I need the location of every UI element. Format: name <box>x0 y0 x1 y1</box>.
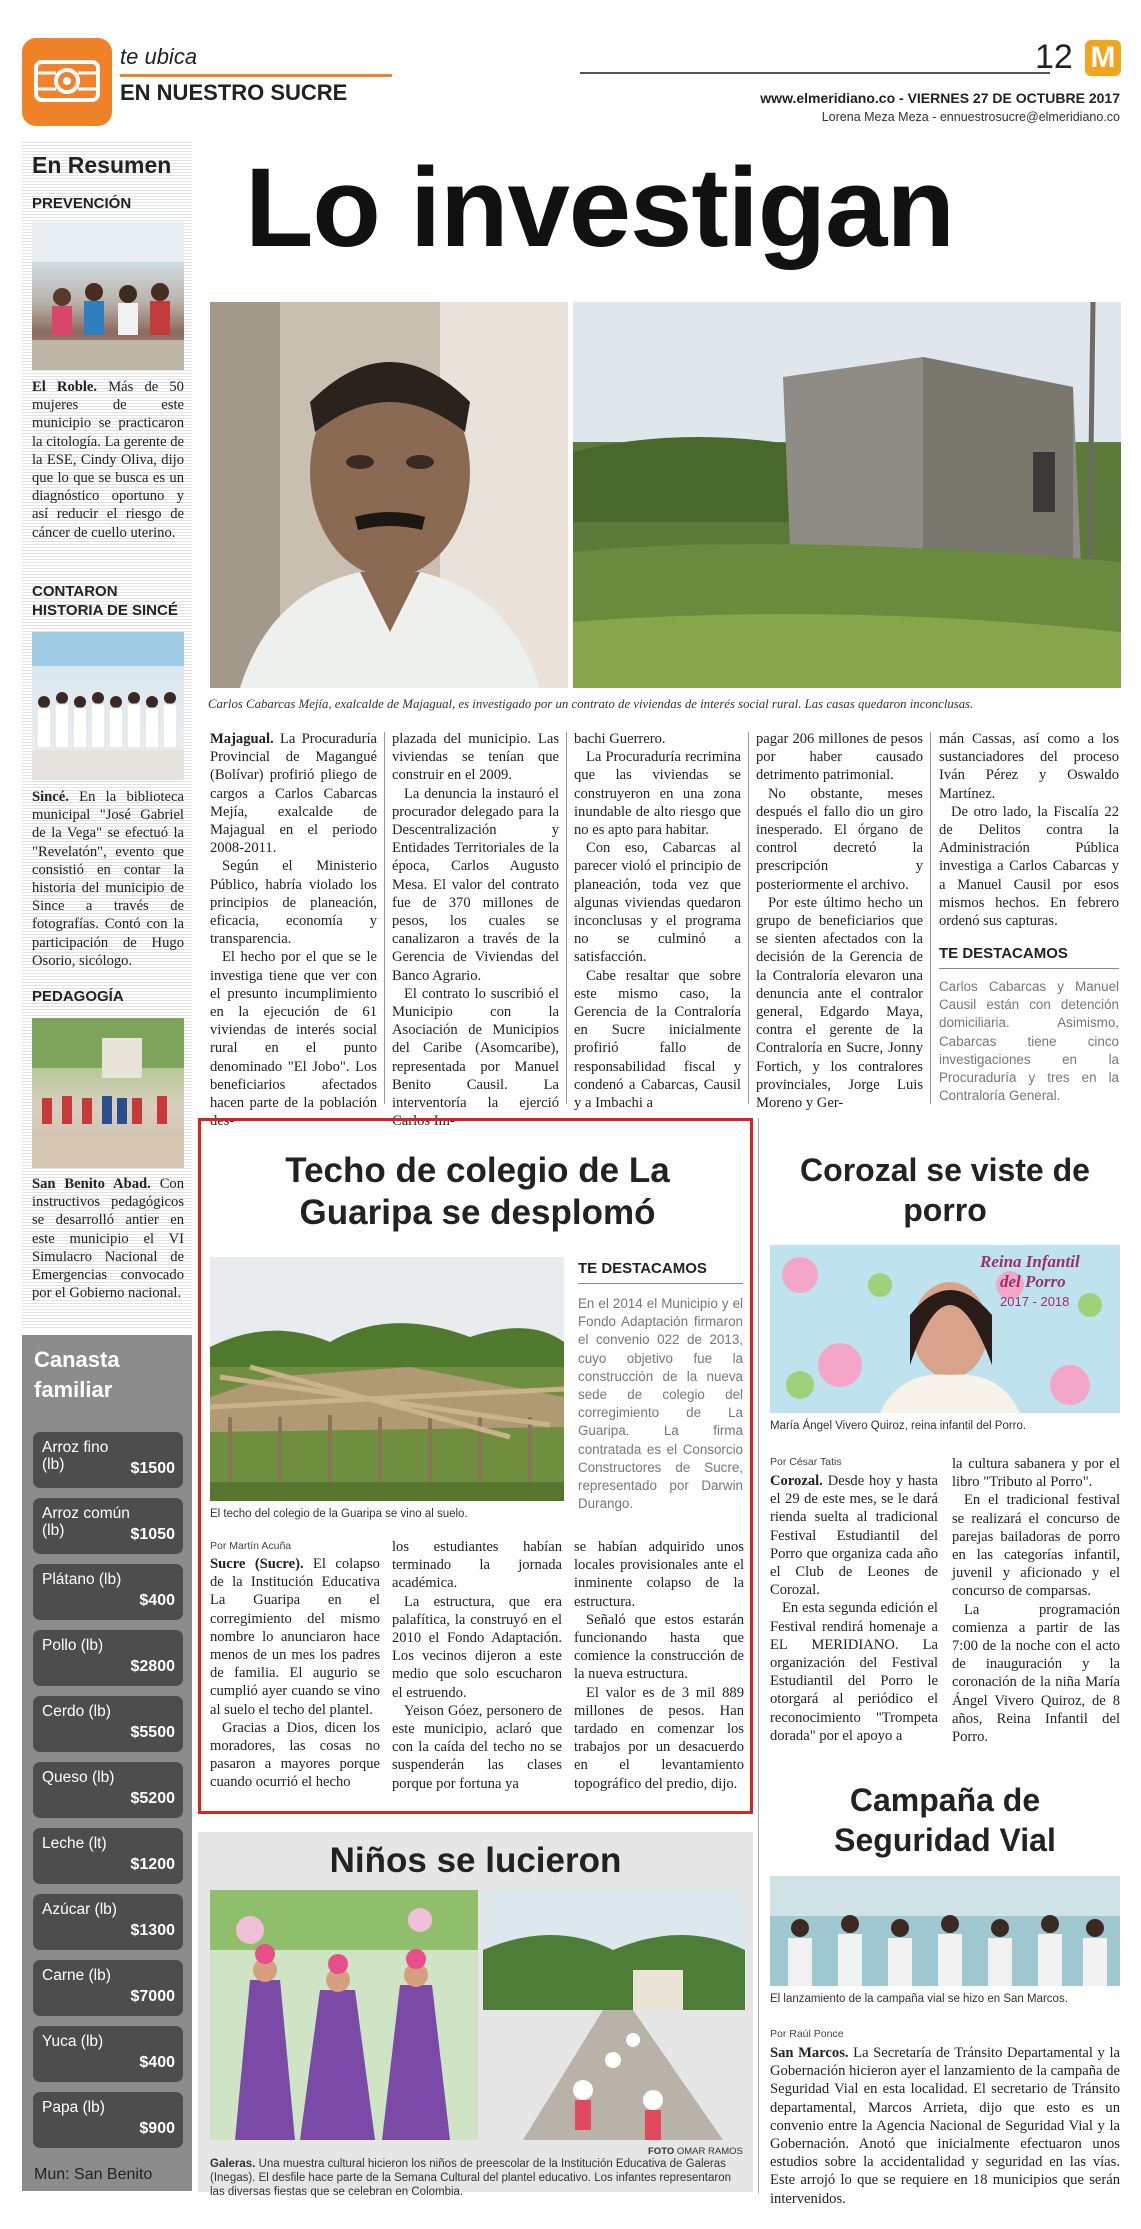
techo-photo-caption: El techo del colegio de la Guaripa se vino al suelo. <box>210 1508 468 1520</box>
seguridad-byline: Por Raúl Ponce <box>770 2028 844 2040</box>
price-item-value: $5200 <box>130 1790 175 1807</box>
section-label-small: te ubica <box>120 44 198 69</box>
price-item <box>33 2092 183 2148</box>
photo-banner-1: Reina Infantil <box>980 1252 1080 1271</box>
sidebar-body-2: En la biblioteca municipal "José Gabriel de la Vega" se efectuó la "Revelatón", evento que consistió en contar la historia del municipio de Since a través de fotografías. Contó con la participación de Hugo Osorio, sicólogo. <box>32 789 184 969</box>
price-item <box>33 1498 183 1554</box>
sidebar-heading-2: CONTARON HISTORIA DE SINCÉ <box>32 583 178 619</box>
main-col-2: plazada del municipio. Las viviendas se tenían que construir en el 2009. La denuncia la instauró el procurador delegado para la Descentralización y Entidades Territoriales de la época, Carlos Augusto Mesa. El valor del contrato fue de 370 millones de pesos, los cuales se canalizaron a través de la Gerencia de Viviendas del Banco Agrario. El contrato lo suscribió el Municipio con la Asociación de Municipios del Caribe (Asomcaribe), representada por Manuel Benito Causil. La interventoría la ejerció Carlos Im- <box>392 731 559 1130</box>
price-item-value: $2800 <box>130 1658 175 1675</box>
price-item-name: Arroz común (lb) <box>42 1505 130 1539</box>
corozal-col-1: Corozal. Desde hoy y hasta el 29 de este mes, se le dará rienda suelta al tradicional Festival Estudiantil del Porro que organiza cada año el Club de Leones de Corozal. En esta segunda edición el Festival rendirá homenaje a EL MERIDIANO. La organización del Festival Estudiantil del Porro le otorgará al periódico el reconocimiento "Trompeta dorada" por el apoyo a <box>770 1473 938 1744</box>
destacamos-rule <box>939 968 1119 969</box>
sidebar-body-1: Más de 50 mujeres de este municipio se practicaron la citología. La gerente de la ESE, Cindy Oliva, dijo que lo que se busca es un diagnóstico oportuno y así reducir el riesgo de cáncer de cuello uterino. <box>32 379 184 541</box>
photo-banner-3: 2017 - 2018 <box>1000 1294 1070 1309</box>
main-col-3: bachi Guerrero. La Procuraduría recrimina que las viviendas se construyeron en una zona inundable de alto riesgo que no es apto para habitar. Con eso, Cabarcas al parecer violó el principio de planeación, toda vez que algunas viviendas quedaron inconclusas y el programa no se culminó a satisfacción. Cabe resaltar que sobre este mismo caso, la Gerencia de la Contraloría en Sucre inicialmente profirió fallo de responsabilidad fiscal y condenó a Cabarcas, Causil y a Imbachi a <box>574 731 741 1112</box>
canasta-footer: Mun: San Benito <box>34 2166 153 2183</box>
price-item-name: Pollo (lb) <box>42 1637 104 1654</box>
sidebar-heading-1: PREVENCIÓN <box>32 195 132 212</box>
price-item <box>33 1894 183 1950</box>
logo-letter: M <box>1090 41 1116 74</box>
main-destacamos-text: Carlos Cabarcas y Manuel Causil están con detención domiciliaria. Asimismo, Cabarcas tiene cinco investigaciones en la Procuraduría y tres en la Contraloría General. <box>939 979 1119 1104</box>
photo-ninos-2 <box>483 1890 745 2140</box>
price-item-value: $900 <box>139 2120 175 2137</box>
photo-ninos-1 <box>210 1890 478 2140</box>
price-item-value: $1200 <box>130 1856 175 1873</box>
section-logo <box>22 38 112 126</box>
corozal-col-2: la cultura sabanera y por el libro "Tributo al Porro". En el tradicional festival se realizará el concurso de parejas bailadoras de porro en las categorías infantil, juvenil y aficionado y el concurso de comparsas. La programación comienza a partir de las 7:00 de la noche con el acto de inauguración y la coronación de la niña María Ángel Vivero Quiroz, de 8 años, Reina Infantil del Porro. <box>952 1456 1120 1746</box>
destacamos-rule <box>578 1283 743 1284</box>
photo-credit-name: OMAR RAMOS <box>676 2146 743 2157</box>
price-item <box>33 1762 183 1818</box>
price-item-name: Queso (lb) <box>42 1769 115 1786</box>
photo-credit <box>648 2146 743 2157</box>
vertical-rule <box>758 1118 759 2193</box>
col-rule <box>930 732 931 1104</box>
site-date: www.elmeridiano.co - VIERNES 27 DE OCTUBRE 2017 <box>760 90 1120 106</box>
price-item-name: Carne (lb) <box>42 1967 111 1984</box>
sidebar-place-3: San Benito Abad. <box>32 1176 151 1192</box>
price-item <box>33 1960 183 2016</box>
header-rule <box>580 72 1050 74</box>
price-item-name: Plátano (lb) <box>42 1571 122 1588</box>
section-label-big: EN NUESTRO SUCRE <box>120 80 348 105</box>
techo-destacamos-text: En el 2014 el Municipio y el Fondo Adaptación firmaron el convenio 022 de 2013, cuyo objetivo fue la construcción de la nueva sede de colegio del corregimiento de La Guaripa. La firma contratada es el Consorcio Constructores de Sucre, representado por Darwin Durango. <box>578 1296 743 1512</box>
sidebar-text-3 <box>32 1175 184 1302</box>
col-rule <box>566 732 567 1104</box>
sidebar-text-1 <box>32 378 184 542</box>
price-item-value: $7000 <box>130 1988 175 2005</box>
price-item <box>33 2026 183 2082</box>
seguridad-text: San Marcos. La Secretaría de Tránsito Departamental y la Gobernación hicieron ayer el lanzamiento de la campaña de Seguridad Vial en esta localidad. El secretario de Tránsito departamental, Marcos Arrieta, dijo que esto es un convenio entre la Agencia Nacional de Seguridad Vial y la Gobernación. Anotó que inicialmente efectuaron unos estudios sobre la accidentalidad y seguridad en las vías. Este arrojó lo que se requiere en 18 municipios que serán intervenidos. <box>770 2045 1120 2207</box>
sidebar-body-3: Con instructivos pedagógicos se desarrolló antier en este municipio el VI Simulacro Nacional de Emergencias convocado por el Gobierno nacional. <box>32 1176 185 1302</box>
author-line: Lorena Meza Meza - ennuestrosucre@elmeridiano.co <box>821 110 1120 124</box>
price-item <box>33 1564 183 1620</box>
page-number: 12 <box>1035 38 1073 76</box>
section-underline <box>120 74 392 77</box>
main-col-4: pagar 206 millones de pesos por haber causado detrimento patrimonial. No obstante, meses después el fallo dio un giro inesperado. El órgano de control decretó la prescripción y posteriormente el archivo. Por este último hecho un grupo de beneficiarios que se sienten afectados con la decisión de la Gerencia de la Contraloría elevaron una denuncia ante el contralor general, Edgardo Maya, contra el gerente de la Contraloría en Sucre, Jonny Fortich, y los contralores provinciales, Jorge Luis Moreno y Ger- <box>756 731 923 1112</box>
main-headline: Lo investigan <box>245 145 954 270</box>
ninos-caption-place: Galeras. <box>210 2158 256 2170</box>
price-item <box>33 1432 183 1488</box>
techo-headline: Techo de colegio de La Guaripa se desplomó <box>285 1151 670 1232</box>
sidebar-heading-3: PEDAGOGÍA <box>32 988 124 1005</box>
col-rule <box>748 732 749 1104</box>
techo-col-2: los estudiantes habían terminado la jornada académica. La estructura, que era palafítica, la construyó en el 2010 el Fondo Adaptación. Los vecinos dijeron a este medio que solo escucharon el estruendo. Yeison Góez, personero de este municipio, aclaró que con la caída del techo no se suspenderán las clases porque por fortuna ya <box>392 1539 562 1792</box>
techo-col-1: Sucre (Sucre). El colapso de la Institución Educativa La Guaripa en el corregimiento del mismo nombre lo anunciaron hace menos de un mes los padres de familia. El augurio se cumplió ayer cuando se vino al suelo el techo del plantel. Gracias a Dios, dicen los moradores, las cosas no pasaron a mayores porque cuando ocurrió el hecho <box>210 1556 380 1791</box>
photo-credit-label: FOTO <box>648 2146 675 2157</box>
ninos-caption <box>210 2157 745 2199</box>
photo-carlos-cabarcas <box>210 302 568 688</box>
main-col-5: mán Cassas, así como a los sustanciadores del proceso Iván Pérez y Oswaldo Martínez. De otro lado, la Fiscalía 22 de Delitos contra la Administración Pública investiga a Carlos Cabarcas y a Manuel Causil por esos mismos hechos. En febrero ordenó sus capturas. <box>939 731 1119 930</box>
photo-banner-2: del Porro <box>1000 1272 1066 1291</box>
sidebar-title: En Resumen <box>32 152 172 178</box>
ninos-caption-text: Una muestra cultural hicieron los niños de preescolar de la Institución Educativa de Galeras (Inegas). El desfile hace parte de la Semana Cultural del plantel educativo. Los infantes representaron las diversas fiestas que se celebran en Colombia. <box>210 2158 732 2198</box>
sidebar-photo-pedagogia <box>32 1018 184 1168</box>
photo-seguridad-vial <box>770 1876 1120 1986</box>
price-item-name: Arroz fino (lb) <box>42 1439 109 1473</box>
techo-destacamos-title: TE DESTACAMOS <box>578 1260 707 1277</box>
canasta-title: Canasta familiar <box>34 1347 120 1402</box>
price-item-value: $1300 <box>130 1922 175 1939</box>
col-rule <box>384 732 385 1104</box>
main-photo-caption: Carlos Cabarcas Mejía, exalcalde de Majagual, es investigado por un contrato de viviendas de interés social rural. Las casas quedaron inconclusas. <box>208 697 974 711</box>
price-item <box>33 1696 183 1752</box>
photo-abandoned-house <box>573 302 1121 688</box>
sidebar-place-1: El Roble. <box>32 379 98 395</box>
price-item-name: Azúcar (lb) <box>42 1901 117 1918</box>
corozal-byline: Por César Tatis <box>770 1456 842 1468</box>
price-item <box>33 1630 183 1686</box>
main-destacamos-title: TE DESTACAMOS <box>939 945 1068 962</box>
sidebar-photo-prevencion <box>32 222 184 370</box>
price-item <box>33 1828 183 1884</box>
location-icon <box>22 38 112 126</box>
corozal-headline: Corozal se viste de porro <box>800 1152 1090 1228</box>
price-item-value: $1500 <box>130 1460 175 1477</box>
photo-collapsed-roof <box>210 1257 564 1501</box>
sidebar-photo-since <box>32 632 184 780</box>
price-item-name: Leche (lt) <box>42 1835 107 1852</box>
sidebar-text-2 <box>32 788 184 970</box>
techo-col-3: se habían adquirido unos locales provisionales ante el inminente colapso de la estructura. Señaló que estos estarán funcionando hasta que comience la construcción de la nueva estructura. El valor es de 3 mil 889 millones de pesos. Han tardado en comenzar los trabajos por un desacuerdo en el levantamiento topográfico del predio, dijo. <box>574 1539 744 1792</box>
corozal-photo-caption: María Ángel Vivero Quiroz, reina infantil del Porro. <box>770 1420 1027 1432</box>
price-item-value: $400 <box>139 1592 175 1609</box>
seguridad-headline: Campaña de Seguridad Vial <box>834 1782 1056 1858</box>
price-item-name: Yuca (lb) <box>42 2033 104 2050</box>
price-item-value: $5500 <box>130 1724 175 1741</box>
seguridad-photo-caption: El lanzamiento de la campaña vial se hizo en San Marcos. <box>770 1993 1068 2005</box>
price-item-value: $1050 <box>130 1526 175 1543</box>
main-col-1: Majagual. La Procuraduría Provincial de Magangué (Bolívar) profirió pliego de cargos a Carlos Cabarcas Mejía, exalcalde de Majagual en el periodo 2008-2011. Según el Ministerio Público, habría violado los principios de planeación, eficacia, economía y transparencia. El hecho por el que se le investiga tiene que ver con el presunto incumplimiento en la ejecución de 61 viviendas de interés social rural en el punto denominado "El Jobo". Los beneficiarios afectados hacen parte de la población des- <box>210 731 377 1130</box>
ninos-headline: Niños se lucieron <box>329 1841 622 1880</box>
sidebar-place-2: Sincé. <box>32 789 69 805</box>
price-item-value: $400 <box>139 2054 175 2071</box>
price-item-name: Papa (lb) <box>42 2099 105 2116</box>
techo-byline: Por Martín Acuña <box>210 1540 292 1552</box>
price-item-name: Cerdo (lb) <box>42 1703 111 1720</box>
